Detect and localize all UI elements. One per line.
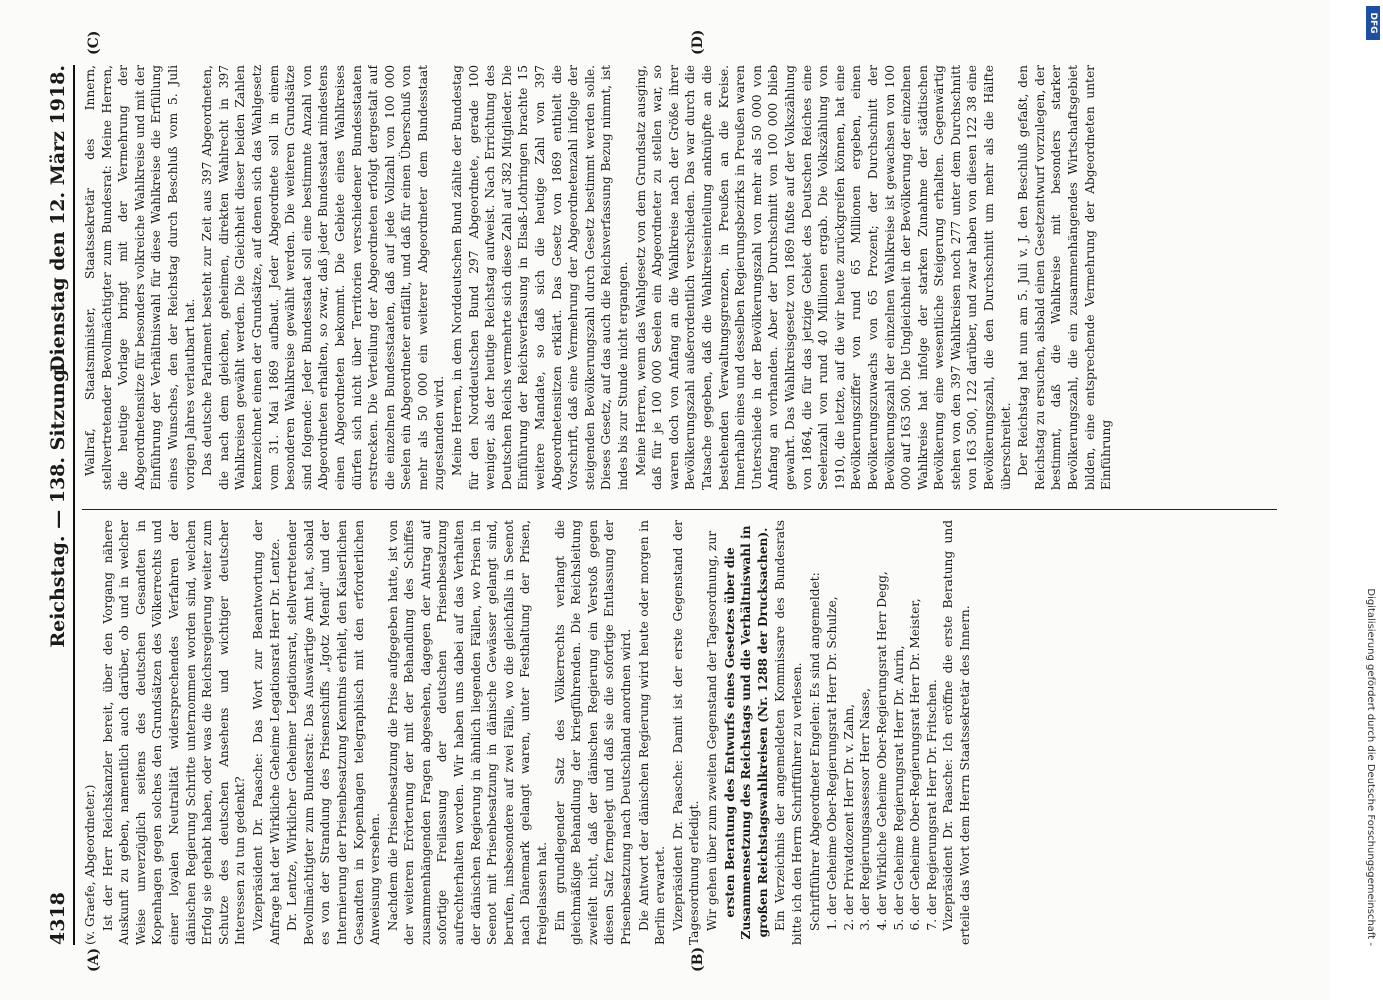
digitization-credit — [1363, 6, 1377, 986]
list-item: 7. der Regierungsrat Herr Dr. Fritschen. — [924, 520, 941, 915]
margin-marker-c: (C) — [86, 30, 102, 55]
paragraph: Nachdem die Prisenbesatzung die Prise aufgegeben hatte, ist von der weiteren Erörterung der mit der Behandlung des Schiffes zusammenhängenden Fragen abgesehen, dagegen der Antrag auf sofortige Freilassung der deutschen Prisenbesatzung aufrechterhalten worden. Wir haben uns dabei auf das Verhalten der dänischen Regierung in ähnlich liegenden Fällen, wo Prisen in Seenot mit Prisenbesatzung in dänische Gewässer gelangt sind, berufen, insbesondere auf zwei Fälle, wo die gleichfalls in Seenot nach Dänemark gelangt waren, unter Festhaltung der Prisen, freigelassen hat. — [385, 520, 550, 945]
dfg-logo — [1366, 6, 1380, 40]
paragraph: Dr. Lentze, Wirklicher Geheimer Legationsrat, stellvertretender Bevollmächtigter zum Bundesrat: Das Auswärtige Amt hat, sobald es von der Strandung des Prisenschiffs „Igotz Mendi“ und der Internierung der Prisenbesatzung Kenntnis erhielt, den Kaiserlichen Gesandten in Kopenhagen telegraphisch mit den erforderlichen Anweisung versehen. — [285, 520, 383, 945]
paragraph: Wir gehen über zum zweiten Gegenstand der Tagesordnung, zur — [704, 530, 719, 931]
paragraph: Schriftführer Abgeordneter Engelen: Es sind angemeldet: — [807, 572, 822, 931]
paragraph: Die Antwort der dänischen Regierung wird heute oder morgen in Berlin erwartet. — [636, 520, 668, 945]
page-number: 4318 — [47, 892, 69, 945]
list-item: 6. der Geheime Ober-Regierungsrat Herr Dr. Meister, — [907, 520, 924, 915]
list-item: 5. der Geheime Regierungsrat Herr Dr. Aurin, — [891, 520, 908, 915]
paragraph: Ist der Herr Reichskanzler bereit, über den Vorgang nähere Auskunft zu geben, namentlich auch darüber, ob und in welcher Weise unverzüglich seitens des deutschen Gesandten in Kopenhagen gegen solches den Grundsätzen des Völkerrechts und einer loyalen Neutralität widersprechendes Verfahren der dänischen Regierung Schritte unternommen worden sind, welchen Erfolg sie gehabt haben, oder was die Reichsregierung weiter zum Schutze des deutschen Ansehens und wichtiger deutscher Interessen zu tun gedenkt? — [100, 520, 248, 945]
margin-marker-b: (B) — [690, 946, 706, 972]
page-header — [45, 65, 75, 945]
column-divider — [82, 509, 1277, 510]
left-column — [82, 520, 1277, 945]
session-date: Dienstag den 12. März 1918. — [47, 65, 69, 373]
margin-marker-a: (A) — [86, 947, 102, 972]
dfg-logo-text: DFG — [1368, 12, 1378, 34]
speaker-tag: (v. Graefe, Abgeordneter.) — [83, 784, 97, 945]
commissioner-list — [824, 520, 940, 945]
paragraph: Vizepräsident Dr. Paasche: Ich eröffne die erste Beratung und erteile das Wort dem Herrn Staatssekretär des Innern. — [941, 520, 972, 945]
paragraph: Meine Herren, in dem Norddeutschen Bund zählte der Bundestag für den Norddeutschen Bund 297 Abgeordnete, gerade 100 weniger, als der heutige Reichstag aufweist. Nach Errichtung des Deutschen Reichs vermehrte sich diese Zahl auf 382 Mitglieder. Die Einführung der Reichsverfassung in Elsaß-Lothringen brachte 15 weitere Mandate, so daß sich die heutige Zahl von 397 Abgeordnetensitzen erklärt. Das Gesetz von 1869 enthielt die Vorschrift, daß eine Vermehrung der Abgeordnetenzahl infolge der steigenden Bevölkerungszahl durch Gesetz bestimmt werden solle. Dieses Gesetz, auf das auch die Reichsverfassung Bezug nimmt, ist indes bis zur Stunde nicht ergangen. — [450, 65, 630, 490]
paragraph: Meine Herren, wenn das Wahlgesetz von dem Grundsatz ausging, daß für je 100 000 Seelen ein Abgeordneter zu stellen war, so waren doch von Anfang an die Wahlkreise nach der Größe ihrer Bevölkerungszahl außerordentlich verschieden. Das war durch die Tatsache gegeben, daß die Wahlkreiseinteilung anknüpfte an die bestehenden Verwaltungsgrenzen, in Preußen an die Kreise. Innerhalb eines und desselben Regierungsbezirks in Preußen waren Unterschiede in der Bevölkerungszahl von mehr als 50 000 von Anfang an vorhanden. Aber der Durchschnitt von 100 000 blieb gewahrt. Das Wahlkreisgesetz von 1869 fußte auf der Volkszählung von 1864, die für das jetzige Gebiet des Deutschen Reiches eine Seelenzahl von rund 40 Millionen ergab. Die Volkszählung von 1910, die letzte, auf die wir heute zurückgreifen können, hat eine Bevölkerungsziffer von rund 65 Millionen ergeben, einen Bevölkerungszuwachs von 65 Prozent; der Durchschnitt der Bevölkerungszahl der einzelnen Wahlkreise ist gewachsen von 100 000 auf 163 500. Die Ungleichheit in der Bevölkerung der einzelnen Wahlkreise hat infolge der starken Zunahme der städtischen Bevölkerung eine wesentliche Steigerung erhalten. Gegenwärtig stehen von den 397 Wahlkreisen noch 277 unter dem Durchschnitt von 163 500, 122 darüber, und zwar haben von diesen 122 38 eine Bevölkerungszahl, die den Durchschnitt um mehr als die Hälfte überschreitet. — [633, 65, 1013, 490]
right-column — [82, 65, 1277, 490]
list-item: 3. der Regierungsassessor Herr Nasse, — [857, 520, 874, 915]
paragraph: Vizepräsident Dr. Paasche: Damit ist der erste Gegenstand der Tagesordnung erledigt. — [670, 520, 702, 945]
list-item: 4. der Wirkliche Geheime Ober-Regierungsrat Herr Degg, — [874, 520, 891, 915]
list-item: 2. der Privatdozent Herr Dr. v. Zahn, — [841, 520, 858, 915]
paragraph: Wallraf, Staatsminister, Staatssekretär des Innern, stellvertretender Bevollmächtigter zum Bundesrat: Meine Herren, die heutige Vorlage bringt mit der Vermehrung der Abgeordnetensitze für besonders volkreiche Wahlkreise und mit der Einführung der Verhältniswahl für diese Wahlkreise die Erfüllung eines Wunsches, den der Reichstag durch Beschluß vom 5. Juli vorigen Jahres verlautbart hat. — [83, 65, 197, 490]
paragraph: Ein Verzeichnis der angemeldeten Kommissare des Bundesrats bitte ich den Herrn Schriftführer zu verlesen. — [773, 520, 804, 945]
agenda-item-title: ersten Beratung des Entwurfs eines Gesetzes über die Zusammensetzung des Reichstags und die Verhältniswahl in großen Reichstagswahlkreisen (Nr. 1288 der Drucksachen). — [722, 525, 770, 940]
paragraph: Vizepräsident Dr. Paasche: Das Wort zur Beantwortung der Anfrage hat der Wirkliche Geheime Legationsrat Herr Dr. Lentze. — [250, 520, 282, 945]
paragraph: Der Reichstag hat nun am 5. Juli v. J. den Beschluß gefaßt, den Reichstag zu ersuchen, alsbald einen Gesetzentwurf vorzulegen, der bestimmt, daß die Wahlkreise mit besonders starker Bevölkerungszahl, die ein zusammenhängendes Wirtschaftsgebiet bilden, eine entsprechende Vermehrung der Abgeordneten unter Einführung — [1016, 65, 1114, 490]
list-item: 1. der Geheime Ober-Regierungsrat Herr Dr. Schulze, — [824, 520, 841, 915]
paragraph: Das deutsche Parlament besteht zur Zeit aus 397 Abgeordneten, die nach dem gleichen, geheimen, direkten Wahlrecht in 397 Wahlkreisen gewählt werden. Die Gleichheit dieser beiden Zahlen kennzeichnet einen der Grundsätze, auf denen sich das Wahlgesetz vom 31. Mai 1869 aufbaut. Jeder Abgeordnete soll in einem besonderen Wahlkreise gewählt werden. Die weiteren Grundsätze sind folgende: Jeder Bundesstaat soll eine bestimmte Anzahl von Abgeordneten erhalten, so zwar, daß jeder Bundesstaat mindestens einen Abgeordneten bekommt. Die Gebiete eines Wahlkreises dürfen sich nicht über Territorien verschiedener Bundesstaaten erstrecken. Die Verteilung der Abgeordneten erfolgt dergestalt auf die einzelnen Bundesstaaten, daß auf jede Vollzahl von 100 000 Seelen ein Abgeordneter entfällt, und daß für einen Überschuß von mehr als 50 000 ein weiterer Abgeordneter dem Bundesstaat zugestanden wird. — [200, 65, 447, 490]
paragraph: Ein grundlegender Satz des Völkerrechts verlangt die gleichmäßige Behandlung der kriegführenden. Die Reichsleitung zweifelt nicht, daß der dänischen Regierung ein Verstoß gegen diesen Satz ferngelegt und daß sie die sofortige Entlassung der Prisenbesatzung nach Deutschland anordnen wird. — [552, 520, 633, 945]
running-title: Reichstag. — 138. Sitzung. — [47, 362, 69, 648]
margin-marker-d: (D) — [690, 29, 706, 55]
credit-text: Digitalisierung gefördert durch die Deutsche Forschungsgemeinschaft - — [1365, 588, 1376, 946]
